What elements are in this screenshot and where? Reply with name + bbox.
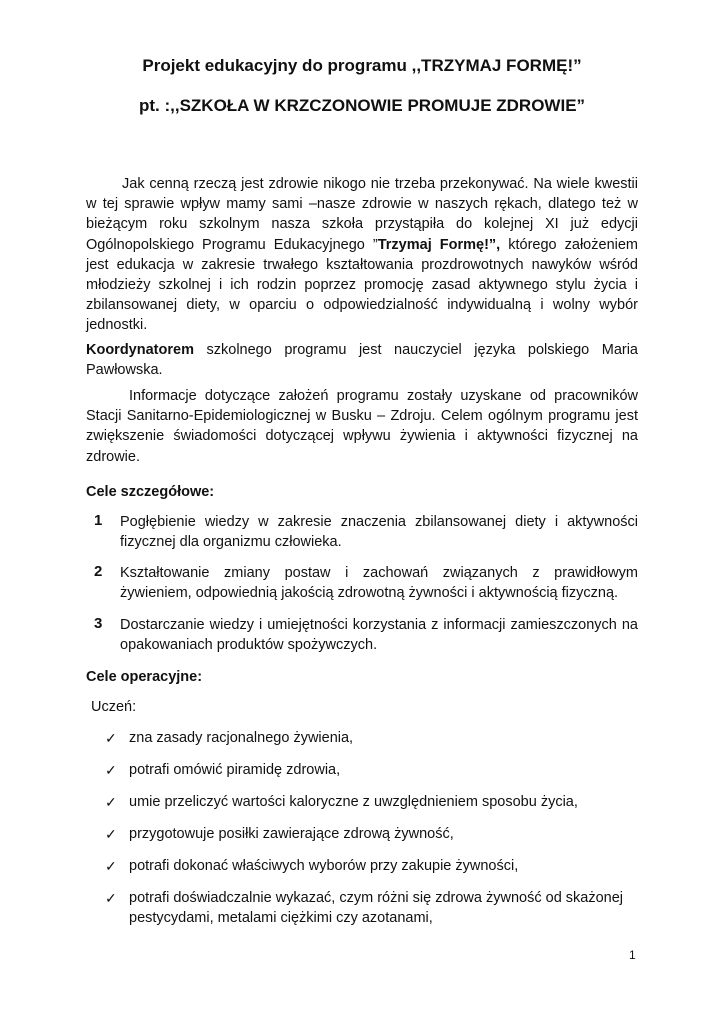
checkmark-icon: ✓ — [105, 730, 117, 746]
pupil-label: Uczeń: — [91, 699, 137, 715]
goal-number: 3 — [94, 615, 103, 632]
operational-goal-text: przygotowuje posiłki zawierające zdrową żywność, — [129, 826, 454, 842]
goal-text: Dostarczanie wiedzy i umiejętności korzystania z informacji zamieszczonych na opakowaniach produktów spożywczych. — [120, 617, 638, 654]
operational-goal-text: potrafi doświadczalnie wykazać, czym różni się zdrowa żywność od skażonej pestycydami, metalami ciężkimi czy azotanami, — [129, 890, 624, 927]
intro-paragraph — [86, 174, 638, 336]
coordinator-paragraph — [86, 340, 638, 380]
specific-goals-heading: Cele szczegółowe: — [86, 484, 215, 500]
intro-text-2: którego założeniem jest edukacja w zakresie trwałego kształtowania prozdrowotnych nawyków wśród młodzieży szkolnej i ich rodzin poprzez promocję zasad aktywnego stylu życia i zbilansowanej diety, w oparciu o odpowiedzialność indywidualną i wolny wybór jednostki. — [86, 236, 638, 334]
document-title: Projekt edukacyjny do programu ,,TRZYMAJ FORMĘ!” — [142, 56, 582, 75]
coordinator-text: szkolnego programu jest nauczyciel języka polskiego Maria Pawłowska. — [86, 342, 638, 379]
checkmark-icon: ✓ — [105, 826, 117, 842]
checkmark-icon: ✓ — [105, 762, 117, 778]
page-number: 1 — [629, 948, 636, 962]
checkmark-icon: ✓ — [105, 890, 117, 906]
program-name: Trzymaj Formę!”, — [377, 236, 501, 253]
goal-text: Kształtowanie zmiany postaw i zachowań związanych z prawidłowym żywieniem, odpowiednią jakością zdrowotną żywności i aktywnością fizyczną. — [120, 565, 638, 602]
operational-goals-heading: Cele operacyjne: — [86, 669, 203, 685]
checkmark-icon: ✓ — [105, 794, 117, 810]
document-subtitle: pt. :,,SZKOŁA W KRZCZONOWIE PROMUJE ZDROWIE” — [138, 96, 586, 115]
operational-goal-text: zna zasady racjonalnego żywienia, — [129, 730, 354, 746]
intro-text-1: Jak cenną rzeczą jest zdrowie nikogo nie trzeba przekonywać. Na wiele kwestii w tej sprawie wpływ mamy sami –nasze zdrowie w naszych rękach, dlatego też w bieżącym roku szkolnym nasza szkoła przystąpiła do kolejnej XI już edycji Ogólnopolskiego Programu Edukacyjnego ” — [86, 176, 638, 253]
operational-goal-text: potrafi omówić piramidę zdrowia, — [129, 762, 341, 778]
goal-text: Pogłębienie wiedzy w zakresie znaczenia zbilansowanej diety i aktywności fizycznej dla organizmu człowieka. — [120, 514, 638, 551]
goal-number: 2 — [94, 563, 103, 580]
info-paragraph: Informacje dotyczące założeń programu zostały uzyskane od pracowników Stacji Sanitarno-Epidemiologicznej w Busku – Zdroju. Celem ogólnym programu jest zwiększenie świadomości dotyczącej wpływu żywienia i aktywności fizycznej na zdrowie. — [86, 388, 638, 465]
checkmark-icon: ✓ — [105, 858, 117, 874]
coordinator-label: Koordynatorem — [86, 342, 194, 358]
operational-goal-text: potrafi dokonać właściwych wyborów przy zakupie żywności, — [129, 858, 519, 874]
operational-goal-text: umie przeliczyć wartości kaloryczne z uwzględnieniem sposobu życia, — [129, 794, 578, 810]
goal-number: 1 — [94, 512, 103, 529]
